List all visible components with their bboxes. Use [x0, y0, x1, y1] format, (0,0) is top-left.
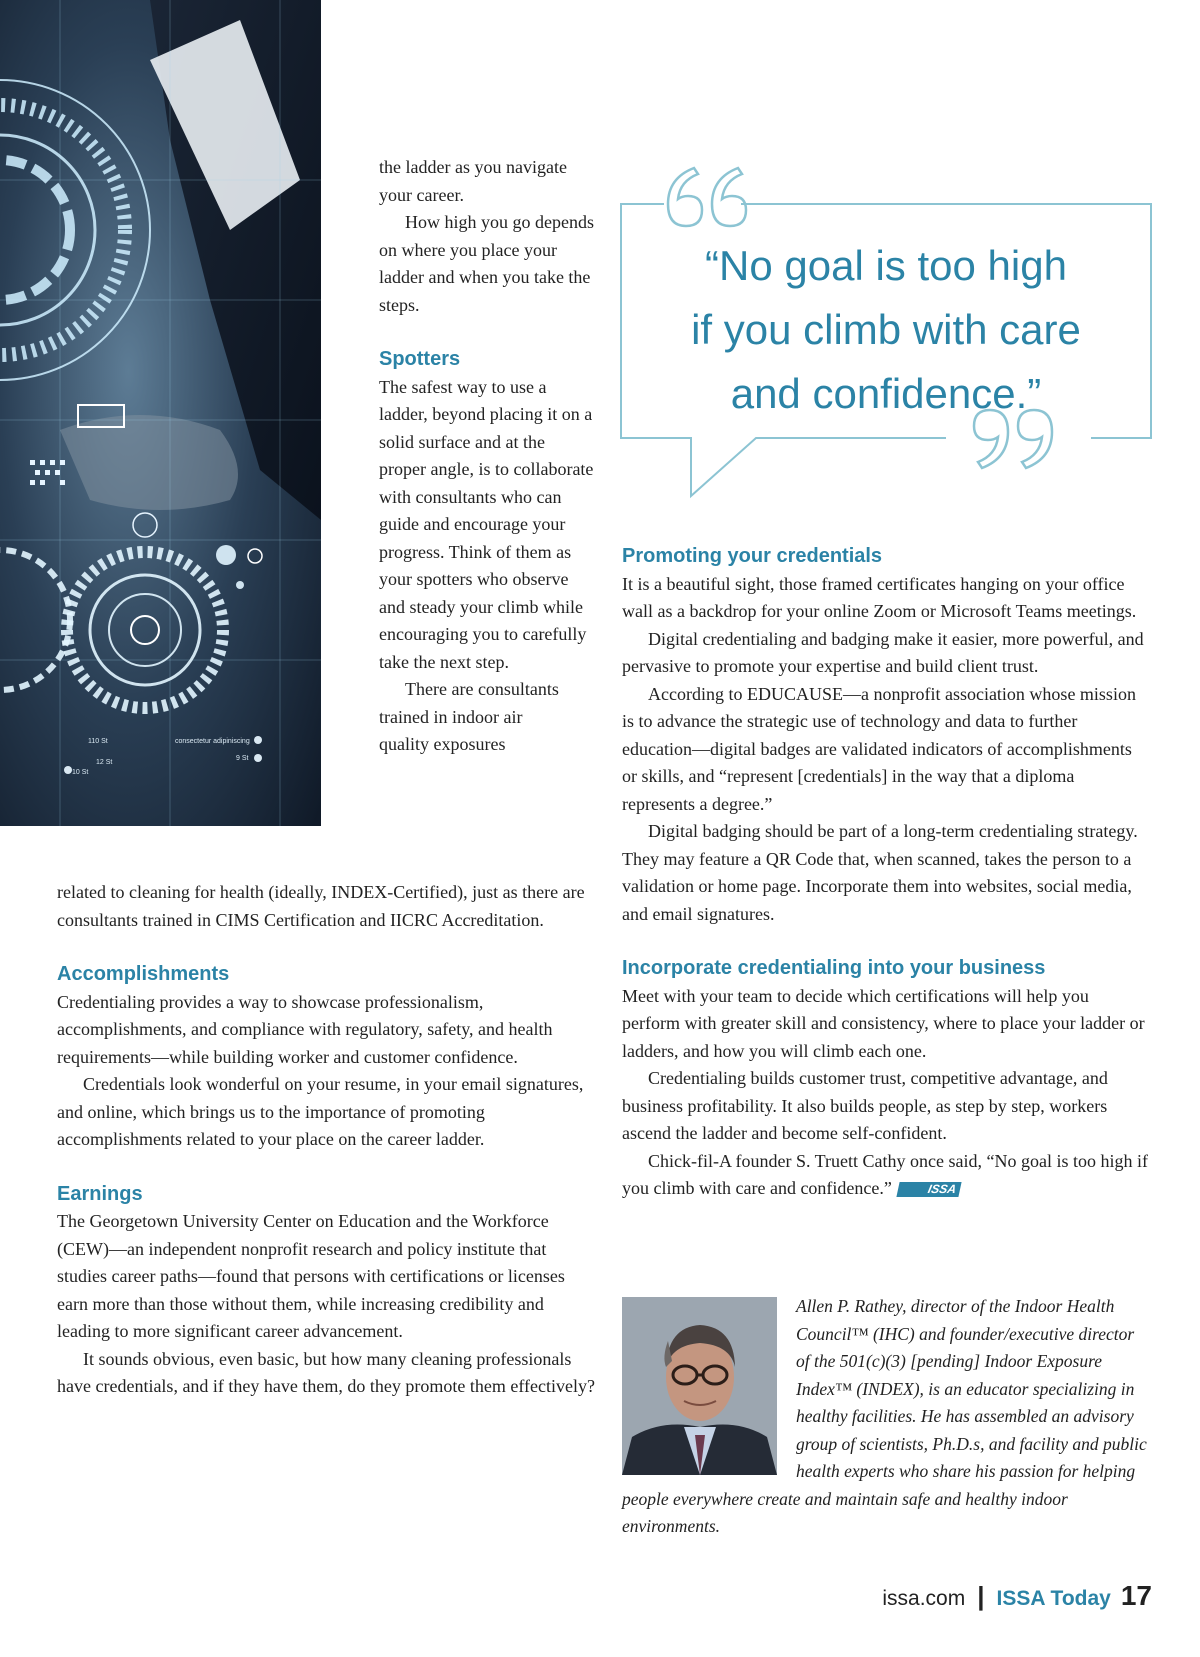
- hero-label-d: 10 St: [72, 769, 89, 776]
- pull-quote-text: [636, 234, 1136, 426]
- paragraph: How high you go depends on where you place your ladder and when you take the steps.: [379, 212, 594, 315]
- hero-label-a: consectetur adipiniscing: [175, 738, 250, 745]
- hero-label-c: 12 St: [96, 759, 113, 766]
- open-quote-icon: [668, 168, 746, 226]
- section-heading-incorporate: Incorporate credentialing into your business: [622, 957, 1046, 979]
- hero-illustration: [0, 0, 321, 826]
- pull-quote: [616, 156, 1156, 501]
- paragraph: [622, 1148, 1150, 1203]
- page-footer: [882, 1580, 1152, 1620]
- closing-paragraph-text: Chick-fil-A founder S. Truett Cathy once said, “No goal is too high if you climb with care and confidence.”: [622, 1150, 1148, 1198]
- narrow-column: [379, 154, 594, 759]
- bio-photo-spacer: [622, 1293, 796, 1477]
- hero-label-e: 9 St: [236, 755, 249, 762]
- hero-label-b: 110 St: [88, 738, 108, 745]
- paragraph: Meet with your team to decide which certifications will help you perform with greater skill and consistency, where to place your ladder or ladders, and how you will climb each one.: [622, 985, 1145, 1061]
- section-heading-accomplishments: Accomplishments: [57, 963, 230, 985]
- pull-quote-line: if you climb with care: [691, 306, 1081, 353]
- left-column: [57, 879, 597, 1401]
- hero-photo: [0, 0, 321, 826]
- paragraph: According to EDUCAUSE—a nonprofit association whose mission is to advance the strategic use of technology and data to further education—digital badges are validated indicators of accomplishments or skills, and “represent [credentials] in the way that a diploma represents a degree.”: [622, 683, 1136, 814]
- section-heading-spotters: Spotters: [379, 348, 461, 370]
- paragraph: The safest way to use a ladder, beyond placing it on a solid surface and at the proper angle, is to collaborate with consultants who can guide and encourage your progress. Think of them as your spotters who observe and steady your climb while encouraging you to carefully take the next step.: [379, 376, 594, 672]
- paragraph: It sounds obvious, even basic, but how many cleaning professionals have credentials, and if they have them, do they promote them effectively?: [57, 1348, 595, 1396]
- issa-end-logo: ISSA: [896, 1182, 961, 1197]
- footer-magazine-title: ISSA Today: [996, 1587, 1111, 1610]
- paragraph: There are consultants trained in indoor air quality exposures: [379, 679, 559, 754]
- paragraph: Credentials look wonderful on your resume, in your email signatures, and online, which brings us to the importance of promoting accomplishments related to your place on the career ladder.: [57, 1074, 584, 1149]
- section-heading-promoting: Promoting your credentials: [622, 545, 883, 567]
- pull-quote-line: “No goal is too high: [705, 242, 1067, 289]
- paragraph: Credentialing builds customer trust, competitive advantage, and business profitability. It also builds people, as step by step, workers ascend the ladder and become self-confident.: [622, 1068, 1108, 1143]
- right-column: [622, 543, 1150, 1203]
- paragraph: Digital badging should be part of a long-term credentialing strategy. They may feature a QR Code that, when scanned, takes the person to a validation or home page. Incorporate them into websites, social media, and email signatures.: [622, 821, 1138, 924]
- author-bio-text: Allen P. Rathey, director of the Indoor Health Council™ (IHC) and founder/executive director of the 501(c)(3) [pending] Indoor Exposure Index™ (INDEX), is an educator specializing in healthy facilities. He has assembled an advisory group of scientists, Ph.D.s, and facility and public health experts who share his passion for helping people everywhere create and maintain safe and healthy indoor environments.: [622, 1296, 1147, 1536]
- paragraph: It is a beautiful sight, those framed certificates hanging on your office wall as a backdrop for your online Zoom or Microsoft Teams meetings.: [622, 573, 1137, 621]
- paragraph: related to cleaning for health (ideally, INDEX-Certified), just as there are consultants trained in CIMS Certification and IICRC Accreditation.: [57, 882, 585, 930]
- author-bio: [622, 1293, 1152, 1541]
- paragraph: The Georgetown University Center on Education and the Workforce (CEW)—an independent nonprofit research and policy institute that studies career paths—found that persons with certifications or licenses earn more than those without them, while increasing credibility and leading to more significant career advancement.: [57, 1211, 565, 1341]
- paragraph: Credentialing provides a way to showcase professionalism, accomplishments, and compliance with regulatory, safety, and health requirements—while building worker and customer confidence.: [57, 991, 553, 1067]
- section-heading-earnings: Earnings: [57, 1182, 143, 1205]
- footer-separator: |: [977, 1581, 985, 1611]
- pull-quote-line: and confidence.”: [730, 370, 1042, 417]
- page-number: 17: [1120, 1580, 1152, 1611]
- paragraph: the ladder as you navigate your career.: [379, 157, 567, 205]
- footer-site: issa.com: [882, 1587, 966, 1610]
- paragraph: Digital credentialing and badging make it easier, more powerful, and pervasive to promote your expertise and build client trust.: [622, 628, 1144, 676]
